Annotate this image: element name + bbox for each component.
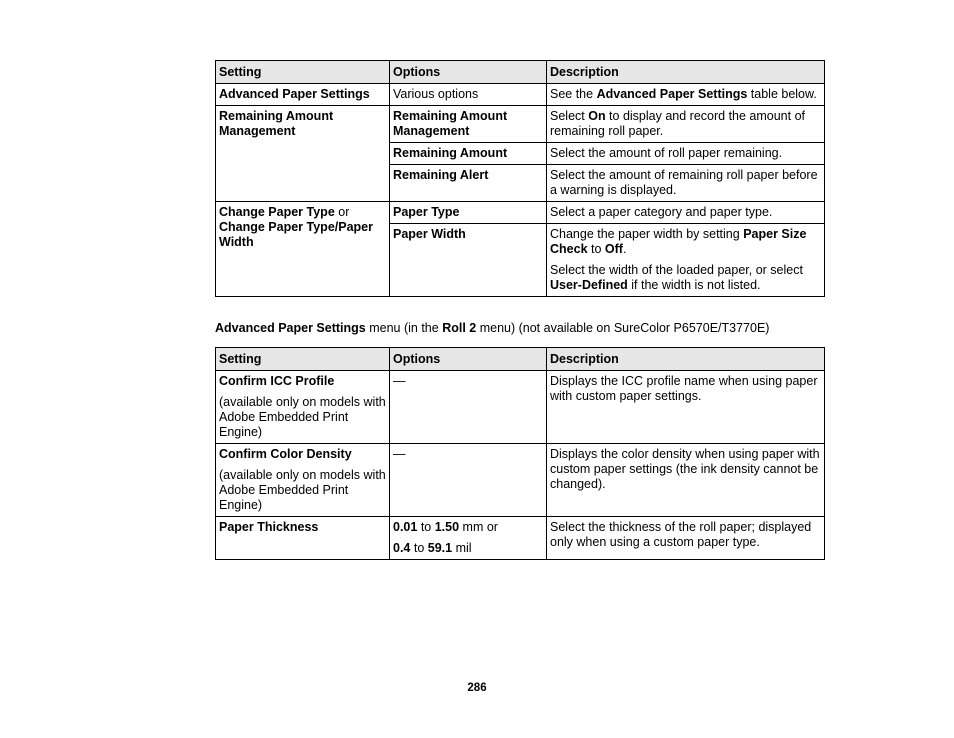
description-cell: Select the amount of roll paper remaining.	[547, 143, 825, 165]
option-cell: 0.01 to 1.50 mm or 0.4 to 59.1 mil	[390, 517, 547, 560]
option-cell: Paper Width	[390, 224, 547, 297]
table-row	[216, 517, 825, 560]
table-row	[216, 106, 825, 143]
setting-cell: Confirm Color Density (available only on models with Adobe Embedded Print Engine)	[216, 444, 390, 517]
description-cell: Select the thickness of the roll paper; displayed only when using a custom paper type.	[547, 517, 825, 560]
setting-cell: Advanced Paper Settings	[216, 84, 390, 106]
description-cell: Displays the ICC profile name when using paper with custom paper settings.	[547, 371, 825, 444]
header-description: Description	[547, 348, 825, 371]
table-row	[216, 202, 825, 224]
table-row	[216, 371, 825, 444]
option-cell: Remaining Alert	[390, 165, 547, 202]
table-caption: Advanced Paper Settings menu (in the Roll 2 menu) (not available on SureColor P6570E/T3770E)	[215, 321, 770, 335]
setting-cell: Remaining Amount Management	[216, 106, 390, 202]
table-row	[216, 444, 825, 517]
setting-cell: Paper Thickness	[216, 517, 390, 560]
description-cell: Change the paper width by setting Paper Size Check to Off. Select the width of the loaded paper, or select User-Defined if the width is not listed.	[547, 224, 825, 297]
option-cell: Various options	[390, 84, 547, 106]
setting-cell: Change Paper Type or Change Paper Type/Paper Width	[216, 202, 390, 297]
header-setting: Setting	[216, 348, 390, 371]
header-options: Options	[390, 348, 547, 371]
description-cell: Displays the color density when using paper with custom paper settings (the ink density cannot be changed).	[547, 444, 825, 517]
header-description: Description	[547, 61, 825, 84]
option-cell: Remaining Amount	[390, 143, 547, 165]
header-options: Options	[390, 61, 547, 84]
description-cell: Select a paper category and paper type.	[547, 202, 825, 224]
description-cell: See the Advanced Paper Settings table below.	[547, 84, 825, 106]
description-cell: Select On to display and record the amount of remaining roll paper.	[547, 106, 825, 143]
table-header-row	[216, 348, 825, 371]
page-number: 286	[467, 682, 487, 694]
option-cell: Remaining Amount Management	[390, 106, 547, 143]
table-header-row	[216, 61, 825, 84]
option-cell: —	[390, 444, 547, 517]
setting-cell: Confirm ICC Profile (available only on models with Adobe Embedded Print Engine)	[216, 371, 390, 444]
description-cell: Select the amount of remaining roll paper before a warning is displayed.	[547, 165, 825, 202]
advanced-paper-settings-table	[215, 347, 825, 560]
option-cell: Paper Type	[390, 202, 547, 224]
header-setting: Setting	[216, 61, 390, 84]
table-row	[216, 84, 825, 106]
option-cell: —	[390, 371, 547, 444]
paper-settings-table	[215, 60, 825, 297]
